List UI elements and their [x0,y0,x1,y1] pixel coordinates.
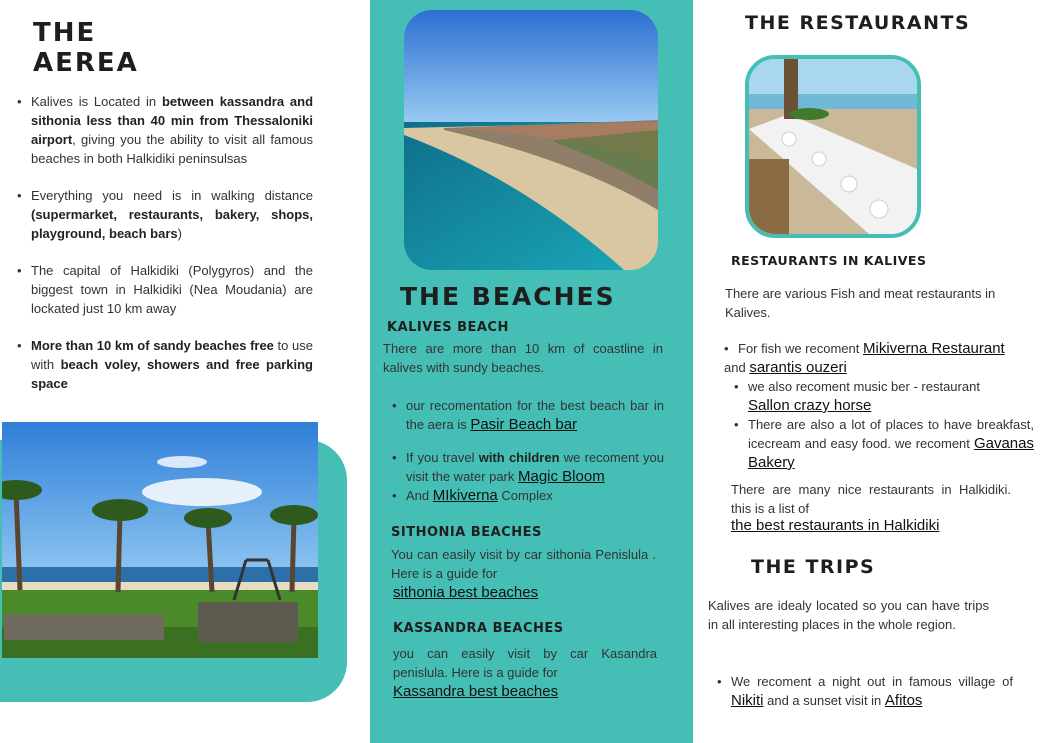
beach-photo-svg [404,10,658,270]
sallon-crazy-horse-link[interactable]: Sallon crazy horse [748,397,872,414]
restaurants-list [724,339,1034,472]
aerea-item-beaches: • More than 10 km of sandy beaches free to use with beach voley, showers and free parking space [17,336,313,393]
best-restaurants-link[interactable]: the best restaurants in Halkidiki [731,517,940,534]
kassandra-text: you can easily visit by car Kasandra penislula. Here is a guide for [393,646,657,680]
kalives-beach-heading: KALIVES BEACH [387,320,509,335]
aerea-item-capital: • The capital of Halkidiki (Polygyros) and the biggest town in Halkidiki (Nea Moudania) are lockated just 10 km away [17,261,313,318]
restaurants-subheading: RESTAURANTS IN KALIVES [731,253,927,268]
aerea-list [17,92,313,393]
children-item: • If you travel with children we recoment you visit the water park Magic Bloom [392,448,664,486]
fish-recommendation-item: • For fish we recoment Mikiverna Restaurant and sarantis ouzeri [724,339,1034,377]
magic-bloom-link[interactable]: Magic Bloom [518,468,605,485]
sithonia-text: You can easily visit by car sithonia Penislula . Here is a guide for [391,547,656,581]
aerea-title-line1: THE [33,18,97,48]
aerial-beach-photo [404,10,658,270]
pasir-beach-bar-link[interactable]: Pasir Beach bar [470,416,578,433]
sithonia-link[interactable]: sithonia best beaches [393,584,539,601]
kassandra-heading: KASSANDRA BEACHES [393,621,564,636]
afitos-link[interactable]: Afitos [884,692,923,709]
beach-bar-item: • our recomentation for the best beach bar in the aera is Pasir Beach bar [392,396,664,434]
restaurants-intro: There are various Fish and meat restaurants in Kalives. [725,286,996,320]
trips-list [717,672,1013,710]
bakery-item: • There are also a lot of places to have breakfast, icecream and easy food. we recoment Gavanas Bakery [734,415,1034,472]
nikiti-afitos-item: • We recoment a night out in famous village of Nikiti and a sunset visit in Afitos [717,672,1013,710]
nikiti-link[interactable]: Nikiti [731,692,764,709]
restaurant-photo-svg [749,59,917,234]
kalives-beach-list [392,396,664,505]
many-restaurants-text: There are many nice restaurants in Halkidiki. this is a list of [731,482,1011,516]
mikiverna-link[interactable]: MIkiverna [432,487,498,504]
aerea-item-walking: • Everything you need is in walking distance (supermarket, restaurants, bakery, shops, playground, beach bars) [17,186,313,243]
trips-text: Kalives are idealy located so you can have trips in all interesting places in the whole region. [708,598,989,632]
aerea-title-line2: AEREA [33,48,139,78]
park-palms-beach-photo [2,422,318,658]
aerea-item-location: • Kalives is Located in between kassandra and sithonia less than 40 min from Thessaloniki airport, giving you the ability to visit all famous beaches in both Halkidiki peninsulsas [17,92,313,168]
restaurants-title: THE RESTAURANTS [745,12,971,34]
sithonia-heading: SITHONIA BEACHES [391,525,542,540]
mikiverna-complex-item: • And MIkiverna Complex [392,486,664,505]
trips-title: THE TRIPS [751,556,876,578]
kassandra-link[interactable]: Kassandra best beaches [393,683,559,700]
mikiverna-restaurant-link[interactable]: Mikiverna Restaurant [863,340,1005,357]
music-bar-item: • we also recoment music ber - restaurant Sallon crazy horse [734,377,1034,415]
park-photo-svg [2,422,318,658]
beaches-title: THE BEACHES [400,282,616,311]
kalives-beach-text: There are more than 10 km of coastline in kalives with sundy beaches. [383,341,663,375]
sarantis-ouzeri-link[interactable]: sarantis ouzeri [749,359,847,376]
gavanas-bakery-link[interactable]: Gavanas Bakery [748,435,1034,471]
restaurant-terrace-photo [745,55,921,238]
